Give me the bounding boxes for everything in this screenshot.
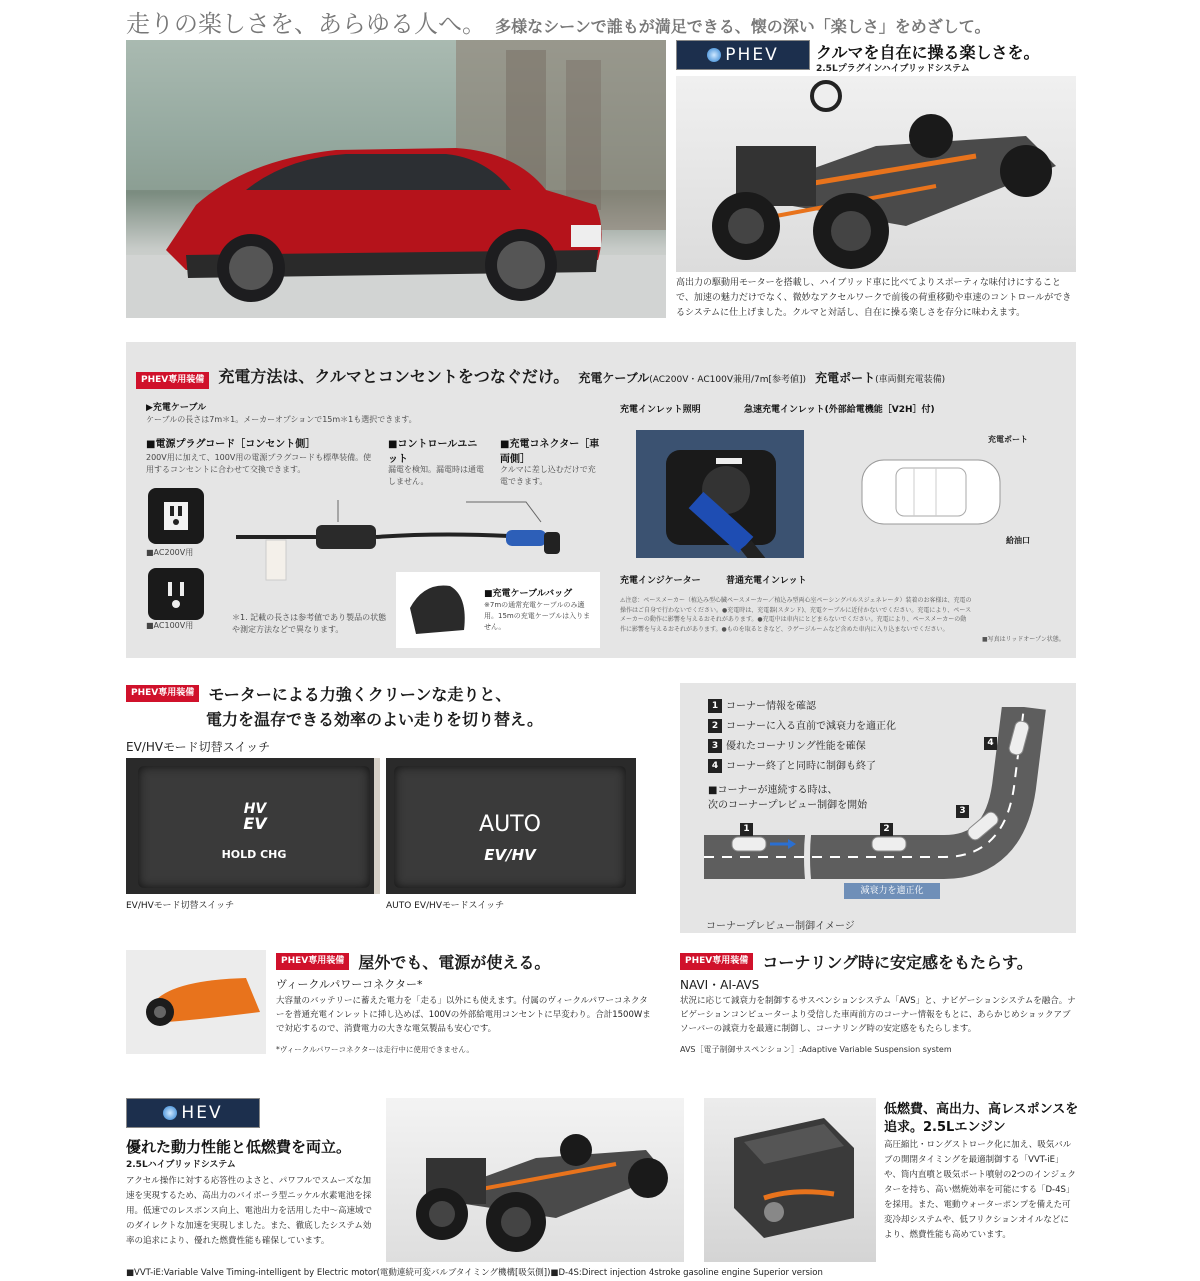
charging-cable-image [226, 492, 566, 582]
evhv-switch-hv: HV [243, 801, 267, 817]
charging-title-port-note: (車両側充電装備) [875, 375, 946, 385]
footer-note: ■VVT-iE:Variable Valve Timing-intelligent by Electric motor(電動連続可変バルブタイミング機構[吸気側])■D-4S:Direct injection 4stroke gasoline engine Superior version [126, 1268, 823, 1278]
outdoor-tag: PHEV専用装備 [276, 953, 349, 970]
evhv-section-label: EV/HVモード切替スイッチ [126, 740, 271, 754]
charging-title: 充電方法は、クルマとコンセントをつなぐだけ。 [218, 367, 570, 386]
auto-switch-button[interactable] [394, 766, 626, 888]
cornering-note: AVS［電子制御サスペンション］:Adaptive Variable Suspension system [680, 1045, 952, 1054]
step-3-num: 3 [708, 739, 722, 753]
evhv-title-line2: 電力を温存できる効率のよい走りを切り替え。 [206, 710, 543, 729]
road-step-num-4: 4 [987, 738, 994, 748]
plug-heading: ■電源プラグコード［コンセント側］ [146, 439, 316, 450]
inlet-light-label: 充電インレット照明 [620, 405, 701, 415]
hero-car-photo [126, 40, 666, 318]
headline-rest: 多様なシーンで誰もが満足できる、懐の深い「楽しさ」をめざして。 [495, 17, 991, 36]
cornering-body: 状況に応じて減衰力を制御するサスペンションシステム「AVS」と、ナビゲーションシステムを融合。ナビゲーションコンピューターより受信した車両前方のコーナー情報をもとに、あらかじめショックアブソーバーの減衰力を最適に制御し、コーナリング時の安定感をもたらします。 [680, 996, 1076, 1034]
auto-switch-top: AUTO [479, 812, 541, 837]
port-label: 充電ポート [988, 435, 1028, 444]
quick-inlet-label: 急速充電インレット(外部給電機能［V2H］付) [744, 405, 935, 415]
phev-subtitle: 2.5Lプラグインハイブリッドシステム [816, 64, 970, 74]
charging-tag: PHEV専用装備 [136, 372, 209, 389]
outdoor-heading [276, 950, 550, 973]
continuous-line2: 次のコーナープレビュー制御を開始 [708, 800, 868, 811]
cornering-caption: コーナープレビュー制御イメージ [706, 921, 855, 932]
step-4-num: 4 [708, 759, 722, 773]
photo-note: ■写真はリッドオープン状態。 [982, 636, 1065, 643]
phev-logo-text: PHEV [725, 45, 779, 65]
evhv-caption1: EV/HVモード切替スイッチ [126, 901, 235, 911]
step-4-text: コーナー終了と同時に制御も終了 [726, 761, 876, 772]
bag-heading: ■充電ケーブルバッグ [484, 589, 573, 599]
charging-panel [126, 342, 1076, 658]
cable-heading: ▶充電ケーブル [146, 403, 207, 413]
hev-logo-orb-icon [163, 1106, 177, 1120]
hev-chassis-photo [386, 1098, 684, 1262]
engine-title-line1: 低燃費、高出力、高レスポンスを [884, 1102, 1079, 1117]
continuous-line1: ■コーナーが連続する時は、 [708, 785, 838, 796]
hev-body: アクセル操作に対する応答性のよさと、パワフルでスムーズな加速を実現するため、高出力のバイポーラ型ニッケル水素電池を採用。低速でのレスポンス向上、電池出力を活用した中〜高速域でのダイレクトな加速を実現しました。また、徹底したシステム効率の追求により、優れた燃費性能も確保しています。 [126, 1176, 372, 1246]
connector-desc: クルマに差し込むだけで充電できます。 [500, 465, 596, 486]
outdoor-note: *ヴィークルパワーコネクターは走行中に使用できません。 [276, 1045, 474, 1054]
outdoor-subtitle: ヴィークルパワーコネクター* [276, 978, 423, 991]
engine-photo [704, 1098, 876, 1262]
control-desc: 漏電を検知。漏電時は通電しません。 [388, 465, 484, 486]
step-1-text: コーナー情報を確認 [726, 701, 816, 712]
cable-desc: ケーブルの長さは7m＊1。メーカーオプションで15m＊1も選択できます。 [146, 415, 417, 424]
bag-desc: ※7mの通常充電ケーブルのみ適用。15mの充電ケーブルは入りません。 [484, 601, 591, 631]
evhv-title-line1: モーターによる力強くクリーンな走りと、 [208, 685, 512, 704]
auto-switch-bottom: EV/HV [484, 846, 536, 864]
phev-logo [676, 40, 810, 70]
hev-logo-text: HEV [181, 1103, 223, 1123]
cornering-title: コーナリング時に安定感をもたらす。 [762, 953, 1033, 972]
evhv-heading [126, 682, 656, 730]
ac100-plug-image [148, 568, 204, 620]
outdoor-title: 屋外でも、電源が使える。 [358, 953, 551, 972]
cornering-diagram-panel [680, 683, 1076, 933]
cornering-tag: PHEV専用装備 [680, 953, 753, 970]
road-step-num-2: 2 [883, 824, 890, 834]
hev-logo [126, 1098, 260, 1128]
caution-text: ⚠注意：ペースメーカー（植込み型心臓ペースメーカー／植込み型両心室ペーシングパルスジェネレータ）装着のお客様は、充電の操作はご自身で行わないでください。●充電時は、充電器(スタンド)、充電ケーブルに近付かないでください。充電により、ペースメーカーの動作に影響を与えるおそれがあります。●充電中は車内にとどまらないでください。充電により、ペースメーカーの動作に影響を与えるおそれがあります。●ものを取るときなど、ラゲージルームなど含めた車内に入り込まないでください。 [620, 597, 972, 633]
headline-large: 走りの楽しさを、あらゆる人へ。 [126, 10, 486, 38]
cable-bag-image [404, 578, 470, 638]
evhv-caption2: AUTO EV/HVモードスイッチ [386, 901, 505, 911]
charging-title-cable-note: (AC200V・AC100V兼用/7m[参考値]) [649, 375, 807, 385]
charging-title-port: 充電ポート [815, 371, 876, 385]
auto-switch-photo [386, 758, 636, 894]
step-3-text: 優れたコーナリング性能を確保 [726, 741, 866, 752]
phev-chassis-photo [676, 76, 1076, 272]
step-2-num: 2 [708, 719, 722, 733]
engine-title-line2: 追求。2.5Lエンジン [884, 1120, 1006, 1135]
phev-title: クルマを自在に操る楽しさを。 [816, 43, 1040, 62]
hev-title: 優れた動力性能と低燃費を両立。 [126, 1138, 352, 1156]
ac200-plug-image [148, 488, 204, 544]
page-headline [126, 4, 1076, 38]
connector-photo [126, 950, 266, 1054]
hev-subtitle: 2.5Lハイブリッドシステム [126, 1160, 236, 1170]
damping-label: 減衰力を適正化 [860, 886, 924, 896]
cable-bag-box [396, 572, 600, 648]
evhv-switch-ev: EV [243, 814, 267, 833]
evhv-switch-photo [126, 758, 380, 894]
evhv-tag: PHEV専用装備 [126, 685, 199, 702]
step-1-num: 1 [708, 699, 722, 713]
evhv-switch-label: HOLD CHG [221, 848, 287, 861]
road-diagram [704, 707, 1076, 907]
connector-heading: ■充電コネクター［車両側］ [500, 439, 600, 465]
cornering-subtitle: NAVI・AI-AVS [680, 978, 760, 992]
road-step-num-3: 3 [959, 806, 966, 816]
cornering-heading [680, 950, 1033, 973]
plug-desc: 200V用に加えて、100V用の電源プラグコードも標準装備。使用するコンセントに合わせて交換できます。 [146, 453, 372, 474]
engine-body: 高圧縮比・ロングストローク化に加え、吸気バルブの開閉タイミングを最適制御する「VVT-iE」や、筒内直噴と吸気ポート噴射の2つのインジェクターを持ち、高い燃焼効率を可能にする「D-4S」を採用。また、電動ウォーターポンプを備えた可変冷却システムや、低フリクションオイルなどにより、燃費性能も高めています。 [884, 1140, 1076, 1240]
phev-logo-orb-icon [707, 48, 721, 62]
charging-title-cable: 充電ケーブル [578, 371, 650, 385]
car-top-view-diagram [856, 452, 1006, 532]
ac200-label: ■AC200V用 [146, 548, 194, 557]
inlet-photo [636, 430, 804, 558]
evhv-switch-button[interactable] [138, 766, 370, 888]
evhv-switch-icon [228, 802, 282, 832]
footnote: ＊1. 記載の長さは参考値であり製品の状態や測定方法などで異なります。 [232, 613, 387, 634]
charging-heading [136, 364, 945, 389]
normal-inlet-label: 普通充電インレット [726, 576, 807, 586]
outdoor-body: 大容量のバッテリーに蓄えた電力を「走る」以外にも使えます。付属のヴィークルパワーコネクターを普通充電インレットに挿し込めば、100Vの外部給電用コンセントに早変わり。合計1500Wまで対応するので、消費電力の大きな電気製品も安心です。 [276, 996, 651, 1034]
control-heading: ■コントロールユニット [388, 439, 478, 465]
fuel-label: 給油口 [1006, 536, 1030, 545]
road-step-num-1: 1 [743, 824, 750, 834]
indicator-label: 充電インジケーター [620, 576, 701, 586]
phev-body: 高出力の駆動用モーターを搭載し、ハイブリッド車に比べてよりスポーティな味付けにすることで、加速の魅力だけでなく、微妙なアクセルワークで前後の荷重移動や車速のコントロールができるシステムに仕上げました。クルマと対話し、自在に操る楽しさを存分に味わえます。 [676, 278, 1072, 318]
ac100-label: ■AC100V用 [146, 621, 194, 630]
step-2-text: コーナーに入る直前で減衰力を適正化 [726, 721, 896, 732]
